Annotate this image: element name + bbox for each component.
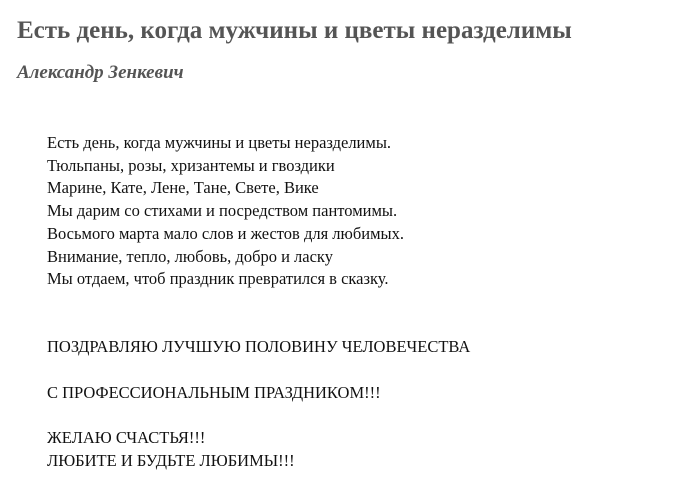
poem-line: Есть день, когда мужчины и цветы неразделимы. bbox=[47, 133, 392, 152]
author-name: Александр Зенкевич bbox=[17, 62, 184, 83]
poem-text bbox=[47, 132, 404, 291]
greeting-line: С ПРОФЕССИОНАЛЬНЫМ ПРАЗДНИКОМ!!! bbox=[47, 383, 381, 402]
poem-line: Тюльпаны, розы, хризантемы и гвоздики bbox=[47, 155, 335, 175]
page-title: Есть день, когда мужчины и цветы неразделимы bbox=[17, 17, 572, 44]
poem-line: Марине, Кате, Лене, Тане, Свете, Вике bbox=[47, 178, 319, 198]
poem-line: Мы отдаем, чтоб праздник превратился в сказку. bbox=[47, 269, 389, 289]
poem-line: Внимание, тепло, любовь, добро и ласку bbox=[47, 246, 333, 266]
poem-line: Восьмого марта мало слов и жестов для любимых. bbox=[47, 223, 404, 243]
greeting-line: ПОЗДРАВЛЯЮ ЛУЧШУЮ ПОЛОВИНУ ЧЕЛОВЕЧЕСТВА bbox=[47, 337, 471, 356]
poem-line: Мы дарим со стихами и посредством пантомимы. bbox=[47, 201, 398, 221]
greeting-line: ЛЮБИТЕ И БУДЬТЕ ЛЮБИМЫ!!! bbox=[47, 451, 295, 470]
greeting-line: ЖЕЛАЮ СЧАСТЬЯ!!! bbox=[47, 428, 206, 447]
